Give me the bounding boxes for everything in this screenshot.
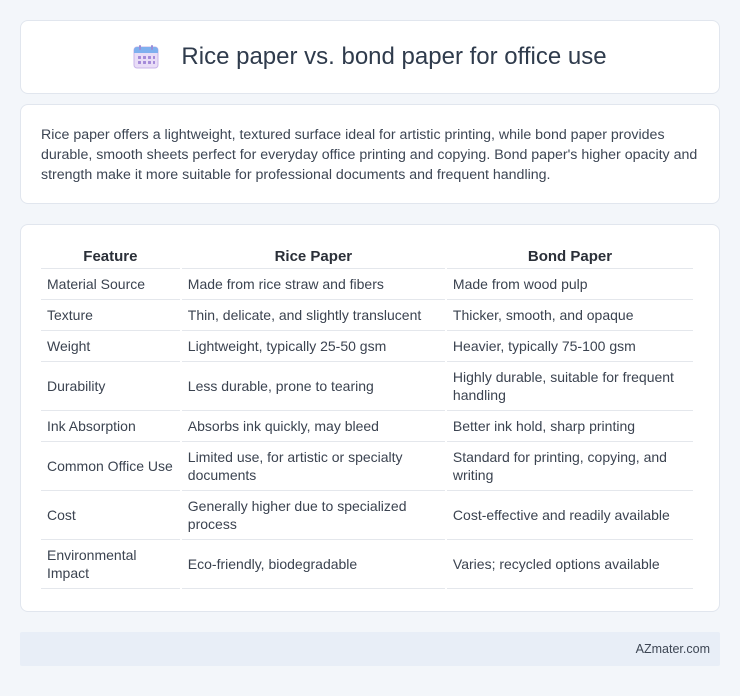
table-cell: Made from rice straw and fibers <box>182 269 445 300</box>
table-row <box>41 269 693 300</box>
table-row <box>41 300 693 331</box>
table-cell: Common Office Use <box>41 442 180 491</box>
summary-card <box>20 104 720 204</box>
title-card <box>20 20 720 94</box>
table-cell: Less durable, prone to tearing <box>182 362 445 411</box>
table-cell: Cost-effective and readily available <box>447 491 693 540</box>
table-cell: Generally higher due to specialized process <box>182 491 445 540</box>
table-cell: Ink Absorption <box>41 411 180 442</box>
column-header-rice-paper: Rice Paper <box>182 245 445 269</box>
comparison-table-card <box>20 224 720 612</box>
column-header-feature: Feature <box>41 245 180 269</box>
table-header-row <box>41 245 693 269</box>
table-cell: Heavier, typically 75-100 gsm <box>447 331 693 362</box>
table-cell: Thin, delicate, and slightly translucent <box>182 300 445 331</box>
calendar-icon <box>133 44 159 70</box>
table-cell: Eco-friendly, biodegradable <box>182 540 445 589</box>
table-cell: Durability <box>41 362 180 411</box>
table-cell: Limited use, for artistic or specialty documents <box>182 442 445 491</box>
footer-brand[interactable]: AZmater.com <box>635 642 710 656</box>
table-row <box>41 491 693 540</box>
table-row <box>41 442 693 491</box>
table-cell: Texture <box>41 300 180 331</box>
column-header-bond-paper: Bond Paper <box>447 245 693 269</box>
table-row <box>41 331 693 362</box>
summary-text: Rice paper offers a lightweight, textured surface ideal for artistic printing, while bond paper provides durable, smooth sheets perfect for everyday office printing and copying. Bond paper's higher opacity and strength make it more suitable for professional documents and frequent handling. <box>41 127 698 183</box>
table-cell: Made from wood pulp <box>447 269 693 300</box>
table-cell: Thicker, smooth, and opaque <box>447 300 693 331</box>
table-cell: Varies; recycled options available <box>447 540 693 589</box>
table-row <box>41 362 693 411</box>
table-cell: Better ink hold, sharp printing <box>447 411 693 442</box>
table-cell: Absorbs ink quickly, may bleed <box>182 411 445 442</box>
table-cell: Material Source <box>41 269 180 300</box>
table-cell: Standard for printing, copying, and writing <box>447 442 693 491</box>
table-cell: Environmental Impact <box>41 540 180 589</box>
table-cell: Lightweight, typically 25-50 gsm <box>182 331 445 362</box>
page-title: Rice paper vs. bond paper for office use <box>181 43 607 70</box>
table-cell: Highly durable, suitable for frequent handling <box>447 362 693 411</box>
table-cell: Weight <box>41 331 180 362</box>
table-row <box>41 411 693 442</box>
table-cell: Cost <box>41 491 180 540</box>
footer <box>20 632 720 666</box>
table-row <box>41 540 693 589</box>
comparison-table <box>39 245 695 589</box>
